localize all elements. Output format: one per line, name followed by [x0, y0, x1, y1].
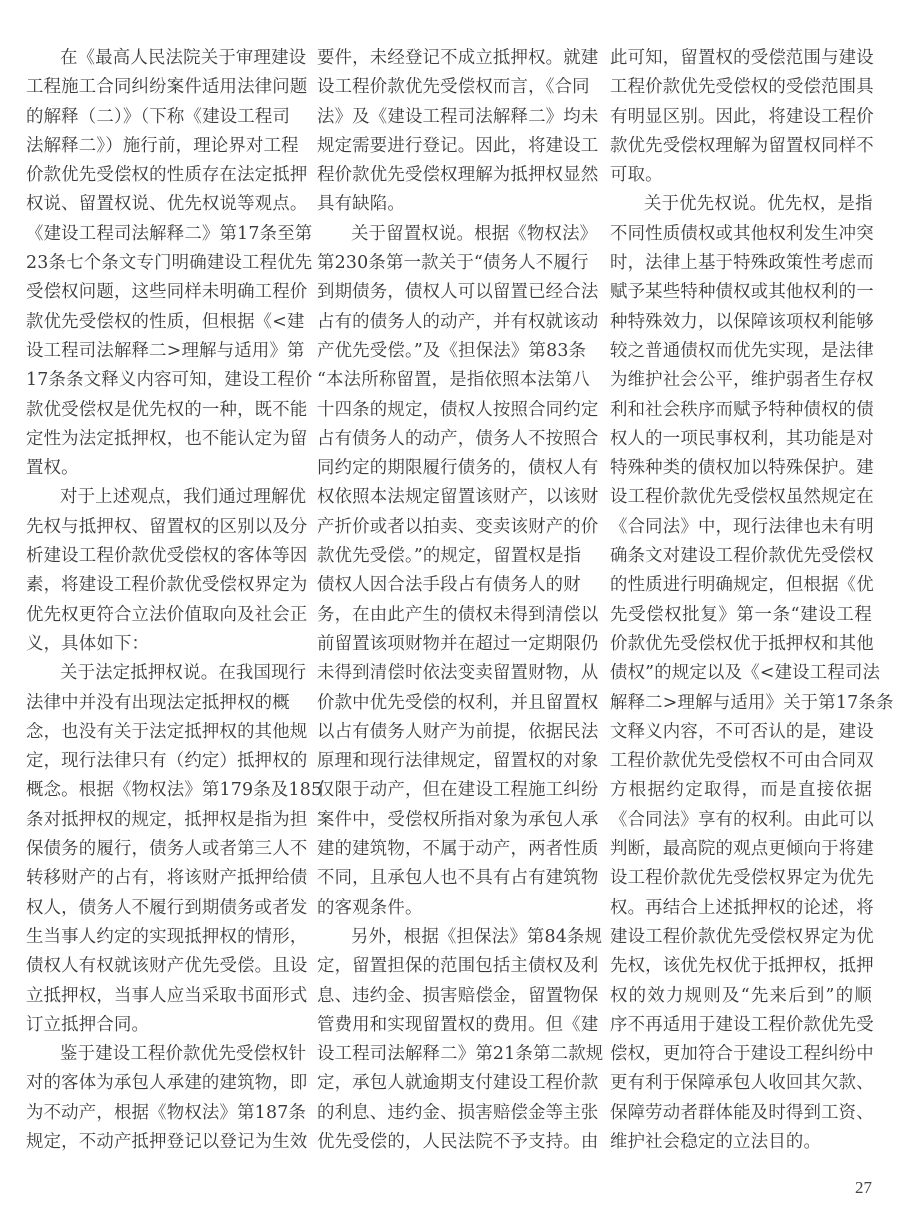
text-line: 置权。: [26, 458, 79, 479]
text-line: 到期债务，债权人可以留置已经合法: [317, 282, 599, 303]
text-line: 建设工程价款优先受偿权界定为优: [610, 926, 874, 947]
text-line: 管费用和实现留置权的费用。但《建: [317, 1014, 599, 1035]
paragraph-first-line: 对于上述观点，我们通过理解优: [60, 487, 307, 508]
text-line: 更有利于保障承包人收回其欠款、: [610, 1073, 874, 1094]
text-line: 定性为法定抵押权，也不能认定为留: [26, 428, 308, 449]
text-line: 特殊种类的债权加以特殊保护。建: [610, 458, 874, 479]
text-line: 的客观条件。: [317, 897, 423, 918]
text-line: 判断，最高院的观点更倾向于将建: [610, 839, 874, 860]
text-line: 前留置该项财物并在超过一定期限仍: [317, 633, 599, 654]
text-line: 偿权，更加符合于建设工程纠纷中: [610, 1044, 874, 1065]
text-line: 工程施工合同纠纷案件适用法律问题: [26, 77, 308, 98]
text-line: 设工程价款优先受偿权虽然规定在: [610, 487, 874, 508]
text-line: 设工程价款优先受偿权而言，《合同: [317, 77, 590, 98]
text-line: 第230条第一款关于“债务人不履行: [317, 253, 589, 274]
text-line: 不同性质债权或其他权利发生冲突: [610, 223, 874, 244]
text-line: 定，承包人就逾期支付建设工程价款: [317, 1073, 599, 1094]
text-line: 订立抵押合同。: [26, 1014, 150, 1035]
text-line: 序不再适用于建设工程价款优先受: [610, 1014, 874, 1035]
text-line: 优先权更符合立法价值取向及社会正: [26, 604, 308, 625]
text-line: 以占有债务人财产为前提，依据民法: [317, 721, 599, 742]
text-column-1: [26, 44, 323, 1157]
text-line: 设工程价款优先受偿权界定为优先: [610, 868, 874, 889]
text-line: 款优先受偿。”的规定，留置权是指: [317, 546, 582, 567]
text-line: 法》及《建设工程司法解释二》均未: [317, 106, 599, 127]
text-line: 占有债务人的动产，债务人不按照合: [317, 428, 599, 449]
text-line: 维护社会稳定的立法目的。: [610, 1131, 822, 1152]
text-line: 权的效力规则及“先来后到”的顺: [610, 985, 872, 1006]
text-line: 息、违约金、损害赔偿金，留置物保: [317, 985, 599, 1006]
paragraph-first-line: 另外，根据《担保法》第84条规: [351, 926, 603, 947]
text-line: 念，也没有关于法定抵押权的其他规: [26, 721, 308, 742]
text-line: 对的客体为承包人承建的建筑物，即: [26, 1073, 308, 1094]
text-line: 《合同法》中，现行法律也未有明: [610, 516, 874, 537]
text-line: 债权人因合法手段占有债务人的财: [317, 575, 581, 596]
text-line: 权依照本法规定留置该财产，以该财: [317, 487, 599, 508]
text-line: 程价款优先受偿权理解为抵押权显然: [317, 165, 599, 186]
text-line: 权人，债务人不履行到期债务或者发: [26, 897, 308, 918]
text-line: 种特殊效力，以保障该项权利能够: [610, 311, 874, 332]
text-line: 具有缺陷。: [317, 194, 405, 215]
text-line: 款优先受偿权的性质，但根据《<建: [26, 311, 305, 332]
text-line: 时，法律上基于特殊政策性考虑而: [610, 253, 874, 274]
text-line: 先受偿权批复》第一条“建设工程: [610, 604, 872, 625]
text-line: 保障劳动者群体能及时得到工资、: [610, 1102, 874, 1123]
text-line: 同约定的期限履行债务的，债权人有: [317, 458, 599, 479]
text-column-2: [317, 44, 604, 1157]
text-line: 设工程司法解释二》第21条第二款规: [317, 1044, 604, 1065]
text-line: 款优受偿权是优先权的一种，既不能: [26, 399, 308, 420]
text-line: 原理和现行法律规定，留置权的对象: [317, 751, 599, 772]
text-line: 确条文对建设工程价款优先受偿权: [610, 546, 874, 567]
text-line: 款优先受偿权理解为留置权同样不: [610, 135, 874, 156]
text-line: 十四条的规定，债权人按照合同约定: [317, 399, 599, 420]
text-line: 未得到清偿时依法变卖留置财物，从: [317, 663, 599, 684]
text-line: 定，现行法律只有（约定）抵押权的: [26, 751, 308, 772]
text-line: 17条条文释义内容可知，建设工程价: [26, 370, 313, 391]
text-line: 生当事人约定的实现抵押权的情形，: [26, 926, 308, 947]
text-line: 立抵押权，当事人应当采取书面形式: [26, 985, 308, 1006]
text-line: 保债务的履行，债务人或者第三人不: [26, 839, 308, 860]
paragraph-first-line: 关于优先权说。优先权，是指: [644, 194, 873, 215]
text-line: 先权，该优先权优于抵押权，抵押: [610, 956, 874, 977]
text-line: 债权人有权就该财产优先受偿。且设: [26, 956, 308, 977]
text-line: 优先受偿的，人民法院不予支持。由: [317, 1131, 599, 1152]
text-line: 价款中优先受偿的权利，并且留置权: [317, 692, 599, 713]
text-line: 设工程司法解释二>理解与适用》第: [26, 340, 305, 361]
text-line: 建的建筑物，不属于动产，两者性质: [317, 839, 599, 860]
text-line: 仅限于动产，但在建设工程施工纠纷: [317, 780, 599, 801]
text-line: 的解释（二）》（下称《建设工程司: [26, 106, 291, 127]
text-line: 工程价款优先受偿权不可由合同双: [610, 751, 874, 772]
text-line: 《合同法》享有的权利。由此可以: [610, 809, 874, 830]
text-line: 产折价或者以拍卖、变卖该财产的价: [317, 516, 599, 537]
text-line: 定，留置担保的范围包括主债权及利: [317, 956, 599, 977]
text-line: 产优先受偿。”及《担保法》第83条: [317, 340, 587, 361]
text-line: 转移财产的占有，将该财产抵押给债: [26, 868, 308, 889]
paragraph-first-line: 鉴于建设工程价款优先受偿权针: [60, 1044, 307, 1065]
text-line: 可取。: [610, 165, 663, 186]
text-line: 权人的一项民事权利，其功能是对: [610, 428, 874, 449]
text-line: 义，具体如下：: [26, 633, 150, 654]
text-line: 为维护社会公平，维护弱者生存权: [610, 370, 874, 391]
text-line: 权。再结合上述抵押权的论述，将: [610, 897, 874, 918]
text-line: 赋予某些特种债权或其他权利的一: [610, 282, 874, 303]
text-line: 法解释二》）施行前，理论界对工程: [26, 135, 299, 156]
text-line: 为不动产，根据《物权法》第187条: [26, 1102, 307, 1123]
text-line: 文释义内容，不可否认的是，建设: [610, 721, 874, 742]
text-line: 利和社会秩序而赋予特种债权的债: [610, 399, 874, 420]
text-line: 受偿权问题，这些同样未明确工程价: [26, 282, 308, 303]
text-line: 23条七个条文专门明确建设工程优先: [26, 253, 313, 274]
text-line: 价款优先受偿权的性质存在法定抵押: [26, 165, 308, 186]
text-column-3: [610, 44, 894, 1157]
text-line: 法律中并没有出现法定抵押权的概: [26, 692, 290, 713]
paragraph-first-line: 关于留置权说。根据《物权法》: [351, 223, 598, 244]
text-line: 素，将建设工程价款优受偿权界定为: [26, 575, 308, 596]
text-line: 条对抵押权的规定，抵押权是指为担: [26, 809, 308, 830]
text-line: 务，在由此产生的债权未得到清偿以: [317, 604, 599, 625]
text-line: 概念。根据《物权法》第179条及185: [26, 780, 323, 801]
text-line: 此可知，留置权的受偿范围与建设: [610, 48, 874, 68]
paragraph-first-line: 在《最高人民法院关于审理建设: [60, 48, 307, 68]
text-line: 权说、留置权说、优先权说等观点。: [26, 194, 308, 215]
text-line: 占有的债务人的动产，并有权就该动: [317, 311, 599, 332]
page-number: 27: [855, 1178, 872, 1197]
text-line: 债权”的规定以及《<建设工程司法: [610, 663, 881, 684]
text-line: 的性质进行明确规定，但根据《优: [610, 575, 874, 596]
text-line: 价款优先受偿权优于抵押权和其他: [610, 633, 874, 654]
text-line: 案件中，受偿权所指对象为承包人承: [317, 809, 599, 830]
text-line: 先权与抵押权、留置权的区别以及分: [26, 516, 308, 537]
text-line: 析建设工程价款优受偿权的客体等因: [26, 546, 308, 567]
text-line: 不同，且承包人也不具有占有建筑物: [317, 868, 599, 889]
text-line: 规定，不动产抵押登记以登记为生效: [26, 1131, 308, 1152]
paragraph-first-line: 关于法定抵押权说。在我国现行: [60, 663, 307, 684]
text-line: 方根据约定取得，而是直接依据: [610, 780, 872, 801]
text-line: 工程价款优先受偿权的受偿范围具: [610, 77, 874, 98]
text-line: 有明显区别。因此，将建设工程价: [610, 106, 874, 127]
text-line: 的利息、违约金、损害赔偿金等主张: [317, 1102, 599, 1123]
text-line: 规定需要进行登记。因此，将建设工: [317, 135, 599, 156]
text-line: 《建设工程司法解释二》第17条至第: [26, 223, 313, 244]
text-line: 较之普通债权而优先实现，是法律: [610, 340, 874, 361]
text-line: “本法所称留置，是指依照本法第八: [317, 370, 590, 391]
text-line: 解释二>理解与适用》关于第17条条: [610, 692, 894, 713]
text-line: 要件，未经登记不成立抵押权。就建: [317, 48, 599, 68]
